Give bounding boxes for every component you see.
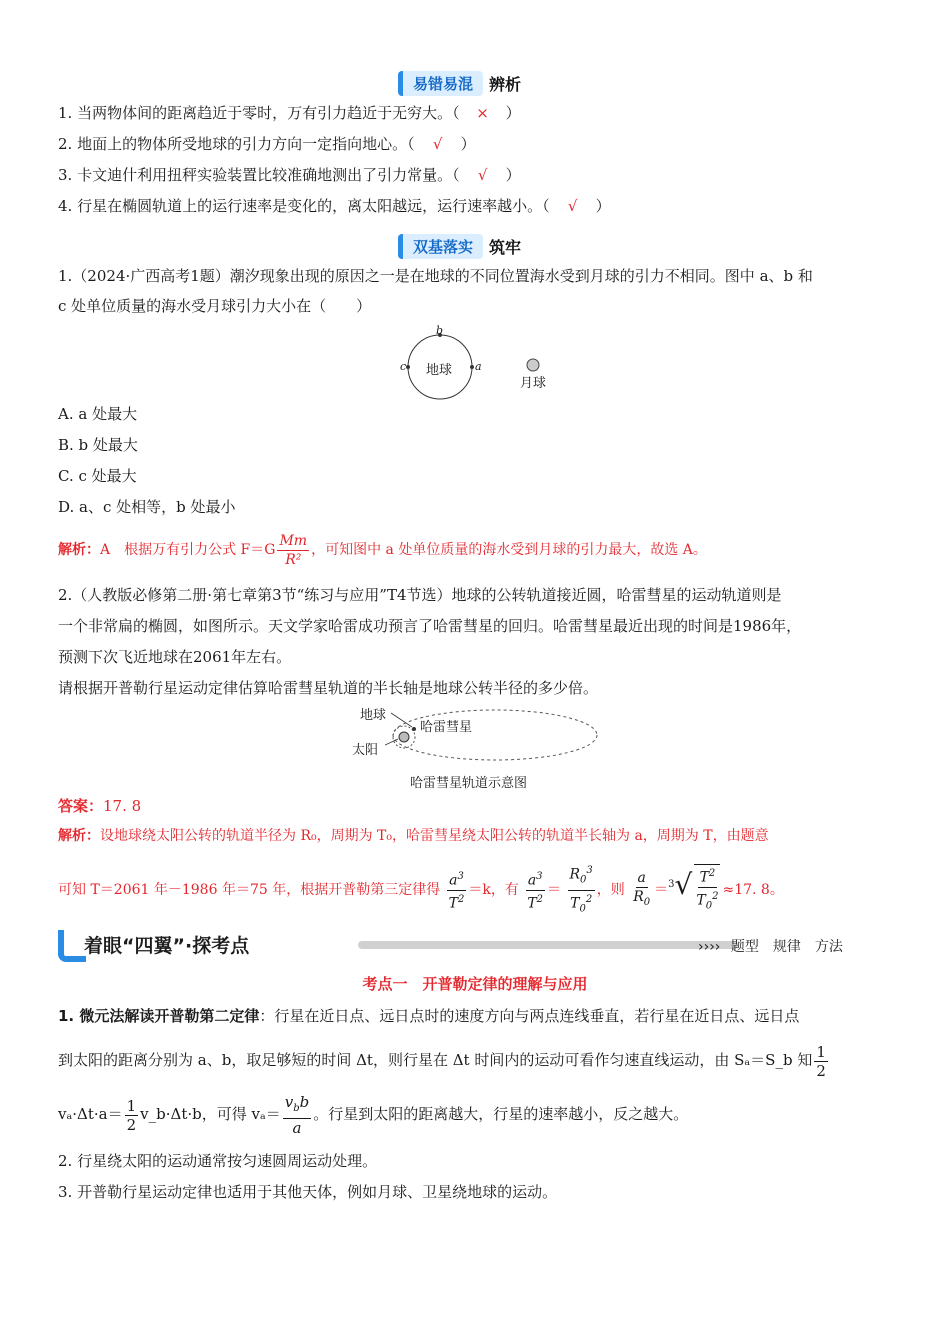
sun-label: 太阳: [352, 743, 379, 758]
earth-dot: [412, 727, 416, 731]
section-tags: ›››› 题型 规律 方法: [698, 939, 843, 955]
judge-item-4: 4. 行星在椭圆轨道上的运行速率是变化的，离太阳越远，运行速率越小。（ √ ）: [58, 197, 611, 215]
badge-blue-label: 双基落实: [398, 234, 483, 259]
judge-item-2: 2. 地面上的物体所受地球的引力方向一定指向地心。（ √ ）: [58, 135, 476, 153]
badge-basics: [398, 233, 521, 259]
option-d: D. a、c 处相等，b 处最小: [58, 498, 236, 516]
halley-orbit-figure: [385, 705, 605, 771]
badge-black-label: 辨析: [489, 74, 522, 94]
figure-caption: 哈雷彗星轨道示意图: [410, 776, 528, 791]
point-2: 2. 行星绕太阳的运动通常按匀速圆周运动处理。: [58, 1152, 378, 1170]
earth-label: 地球: [360, 708, 387, 723]
q2-stem-line2: 一个非常扁的椭圆，如图所示。天文学家哈雷成功预言了哈雷彗星的回归。哈雷彗星最近出现的时间是1986年，: [58, 617, 802, 635]
q1-analysis: 解析：A 根据万有引力公式 F＝G $\frac{Mm}{\text{R²}}$ ，可知图中 a 处单位质量的海水受到月球的引力最大，故选 A。: [58, 532, 707, 568]
option-a: A. a 处最大: [58, 405, 138, 423]
q2-stem-line3: 预测下次飞近地球在2061年左右。: [58, 648, 292, 666]
moon-label: 月球: [520, 376, 547, 391]
check-mark: √: [432, 135, 443, 153]
point-1-line1: 1. 微元法解读开普勒第二定律：行星在近日点、远日点时的速度方向与两点连线垂直，若行星在近日点、远日点: [58, 1007, 800, 1025]
point-1-line2: 到太阳的距离分别为 a、b，取足够短的时间 Δt，则行星在 Δt 时间内的运动可看作匀速直线运动，由 Sₐ＝S_b 知 $\frac{1}{2}$: [58, 1042, 826, 1080]
label-b: b: [436, 324, 444, 337]
section-title: 着眼“四翼”·探考点: [84, 934, 250, 957]
moon-circle: [527, 359, 539, 371]
point-1-line3: vₐ·Δt·a＝ $\frac{1}{2}$ v_b·Δt·b，可得 vₐ＝ $\frac{v_bb}{a}$ 。行星到太阳的距离越大，行星的速率越小，反之越大。: [58, 1093, 689, 1137]
q2-answer: 答案：17. 8: [58, 797, 142, 815]
q2-stem-line4: 请根据开普勒行星运动定律估算哈雷彗星轨道的半长轴是地球公转半径的多少倍。: [58, 679, 599, 697]
cross-mark: ×: [476, 104, 489, 122]
badge-black-label: 筑牢: [489, 237, 522, 257]
point-c: [406, 365, 410, 369]
sun-icon: [399, 732, 409, 742]
option-b: B. b 处最大: [58, 436, 138, 454]
judge-item-3: 3. 卡文迪什利用扭秤实验装置比较准确地测出了引力常量。（ √ ）: [58, 166, 521, 184]
check-mark: √: [477, 166, 488, 184]
label-a: a: [475, 360, 482, 373]
q2-analysis-line2: 可知 T＝2061 年－1986 年＝75 年，根据开普勒第三定律得 $\frac{a^3}{T^2}$ ＝k，有 $\frac{a^3}{T^2}$ ＝ $\frac{R_0^3}{T_0^2}$ ，则 $\frac{a}{R_0}$ ＝$^3$√ $\frac{T^2}{T_0^2}$ ≈17. 8。: [58, 858, 784, 918]
option-c: C. c 处最大: [58, 467, 137, 485]
q2-stem-line1: 2.（人教版必修第二册·第七章第3节“练习与应用”T4节选）地球的公转轨道接近圆，哈雷彗星的运动轨道则是: [58, 586, 782, 604]
comet-label: 哈雷彗星: [420, 720, 473, 735]
badge-blue-label: 易错易混: [398, 71, 483, 96]
kaodian-title: 考点一 开普勒定律的理解与应用: [362, 975, 588, 993]
q1-stem-line1: 1.（2024·广西高考1题）潮汐现象出现的原因之一是在地球的不同位置海水受到月球的引力不相同。图中 a、b 和: [58, 267, 813, 285]
q1-stem-line2: c 处单位质量的海水受月球引力大小在（ ）: [58, 297, 372, 315]
check-mark: √: [567, 197, 578, 215]
judge-item-1: 1. 当两物体间的距离趋近于零时，万有引力趋近于无穷大。（ × ）: [58, 104, 521, 122]
label-c: c: [400, 360, 407, 373]
q2-analysis-line1: 解析：设地球绕太阳公转的轨道半径为 R₀，周期为 T₀，哈雷彗星绕太阳公转的轨道半长轴为 a，周期为 T，由题意: [58, 828, 769, 844]
section-header: [58, 928, 892, 962]
earth-label: 地球: [426, 363, 453, 378]
point-a: [470, 365, 474, 369]
badge-error-analysis: [398, 70, 521, 96]
point-3: 3. 开普勒行星运动定律也适用于其他天体，例如月球、卫星绕地球的运动。: [58, 1183, 558, 1201]
divider-bar: [358, 941, 738, 949]
